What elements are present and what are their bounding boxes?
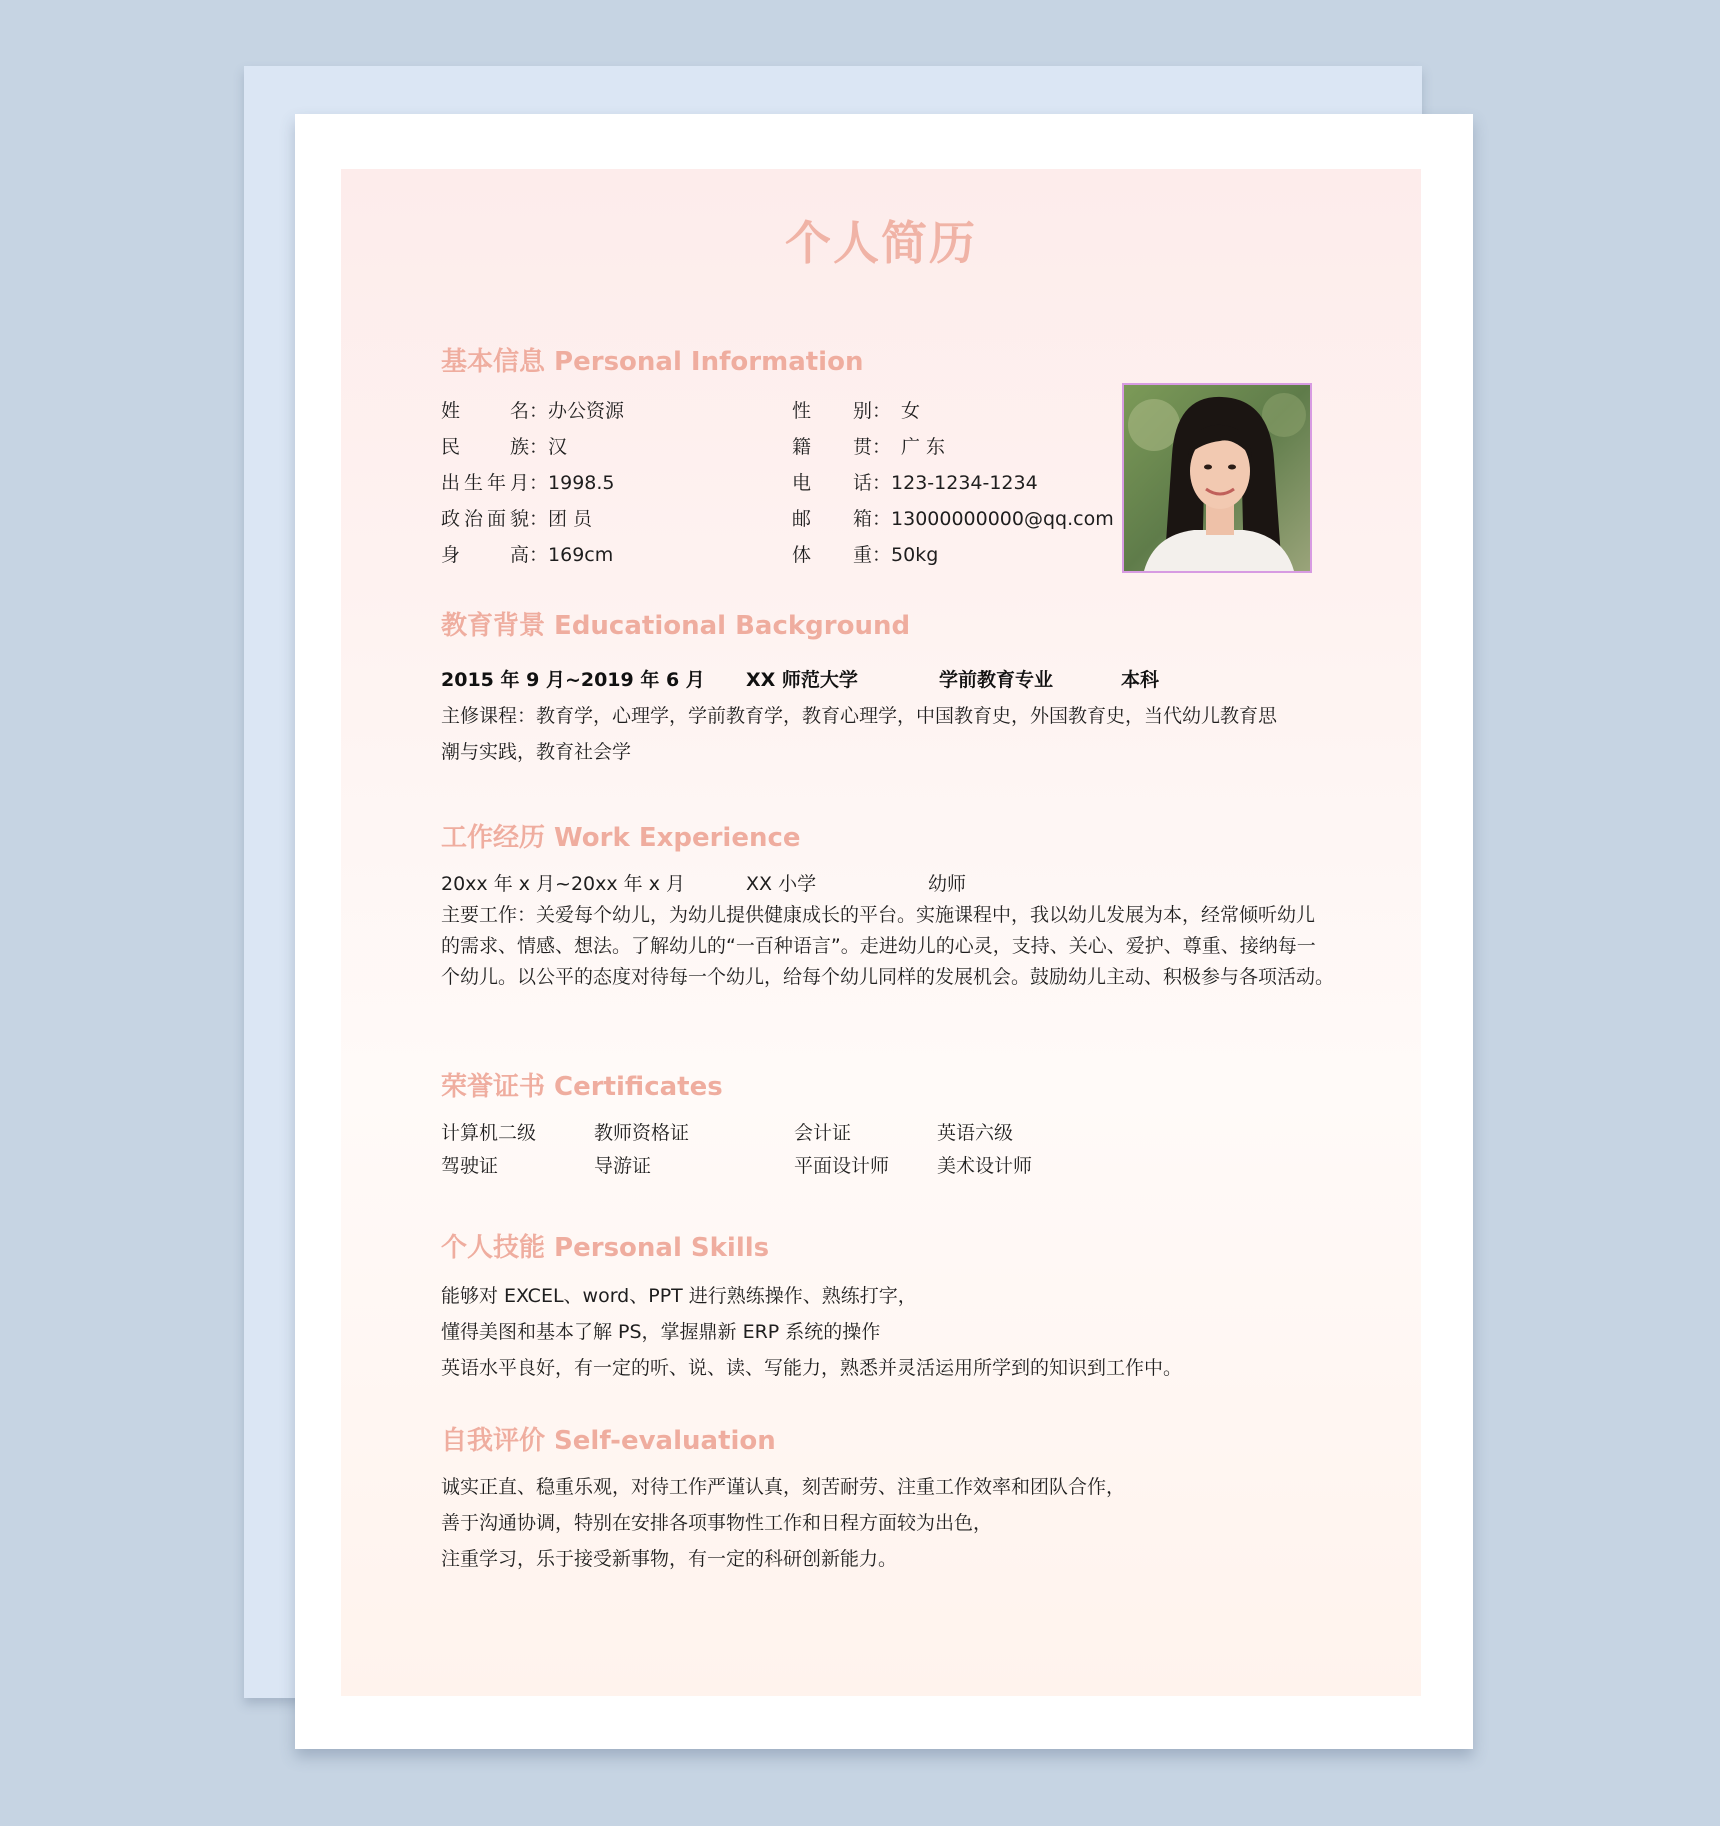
basic-row-ethnicity [441, 432, 567, 459]
resume-sheet [295, 114, 1473, 1749]
work-desc-line-3: 个幼儿。以公平的态度对待每一个幼儿，给每个幼儿同样的发展机会。鼓励幼儿主动、积极参与各项活动。 [441, 966, 1335, 988]
cert-item: 英语六级 [937, 1122, 1014, 1144]
field-label: 体重 [792, 544, 872, 566]
cert-item: 会计证 [794, 1122, 852, 1144]
field-sep: ： [872, 436, 892, 458]
self-eval-line-3: 注重学习，乐于接受新事物，有一定的科研创新能力。 [441, 1548, 898, 1570]
work-company: XX 小学 [746, 873, 817, 895]
section-heading-basic: 基本信息 Personal Information [441, 347, 864, 377]
field-value: 办公资源 [548, 400, 625, 422]
field-value: 广 东 [901, 436, 946, 458]
edu-period: 2015 年 9 月~2019 年 6 月 [441, 669, 705, 691]
resume-panel [341, 169, 1421, 1696]
field-sep: ： [872, 544, 892, 566]
field-label: 籍贯 [792, 436, 872, 458]
basic-row-weight [792, 540, 938, 567]
basic-row-name [441, 396, 624, 423]
basic-row-birth [441, 468, 615, 495]
work-period: 20xx 年 x 月~20xx 年 x 月 [441, 873, 685, 895]
field-value: 13000000000@qq.com [891, 508, 1114, 530]
field-sep: ： [529, 400, 549, 422]
section-heading-skills: 个人技能 Personal Skills [441, 1233, 770, 1263]
work-desc-line-1: 主要工作：关爱每个幼儿，为幼儿提供健康成长的平台。实施课程中，我以幼儿发展为本，经常倾听幼儿 [441, 904, 1316, 926]
basic-row-email [792, 504, 1114, 531]
field-label: 民族 [441, 436, 529, 458]
field-sep: ： [529, 472, 549, 494]
profile-photo [1122, 383, 1312, 573]
edu-degree: 本科 [1121, 669, 1160, 691]
cert-item: 计算机二级 [441, 1122, 537, 1144]
field-value: 汉 [548, 436, 568, 458]
basic-row-political [441, 504, 592, 531]
field-value: 169cm [548, 544, 614, 566]
field-label: 出生年月 [441, 472, 529, 494]
field-value: 123-1234-1234 [891, 472, 1038, 494]
field-sep: ： [872, 508, 892, 530]
self-eval-line-1: 诚实正直、稳重乐观，对待工作严谨认真，刻苦耐劳、注重工作效率和团队合作， [441, 1476, 1126, 1498]
field-sep: ： [529, 508, 549, 530]
field-label: 身高 [441, 544, 529, 566]
cert-item: 教师资格证 [594, 1122, 690, 1144]
field-value: 1998.5 [548, 472, 615, 494]
edu-courses-line-2: 潮与实践，教育社会学 [441, 741, 632, 763]
work-desc-line-2: 的需求、情感、想法。了解幼儿的“一百种语言”。走进幼儿的心灵，支持、关心、爱护、尊重、接纳每一 [441, 935, 1316, 957]
field-sep: ： [872, 400, 892, 422]
field-value: 50kg [891, 544, 939, 566]
section-heading-work: 工作经历 Work Experience [441, 823, 801, 853]
skill-line-2: 懂得美图和基本了解 PS，掌握鼎新 ERP 系统的操作 [441, 1321, 881, 1343]
cert-item: 平面设计师 [794, 1155, 890, 1177]
edu-school: XX 师范大学 [746, 669, 858, 691]
skill-line-3: 英语水平良好，有一定的听、说、读、写能力，熟悉并灵活运用所学到的知识到工作中。 [441, 1357, 1183, 1379]
resume-title: 个人简历 [785, 216, 977, 270]
section-heading-self: 自我评价 Self-evaluation [441, 1426, 776, 1456]
work-role: 幼师 [928, 873, 967, 895]
section-heading-certs: 荣誉证书 Certificates [441, 1072, 723, 1102]
field-label: 电话 [792, 472, 872, 494]
basic-row-gender [792, 396, 920, 423]
basic-row-phone [792, 468, 1038, 495]
cert-item: 美术设计师 [937, 1155, 1033, 1177]
field-label: 姓名 [441, 400, 529, 422]
self-eval-line-2: 善于沟通协调，特别在安排各项事物性工作和日程方面较为出色， [441, 1512, 993, 1534]
field-label: 性别 [792, 400, 872, 422]
field-value: 女 [901, 400, 921, 422]
cert-item: 导游证 [594, 1155, 652, 1177]
field-sep: ： [529, 436, 549, 458]
field-sep: ： [872, 472, 892, 494]
edu-major: 学前教育专业 [939, 669, 1054, 691]
section-heading-education: 教育背景 Educational Background [441, 611, 911, 641]
field-sep: ： [529, 544, 549, 566]
cert-item: 驾驶证 [441, 1155, 499, 1177]
basic-row-height [441, 540, 613, 567]
field-label: 邮箱 [792, 508, 872, 530]
edu-courses-line-1: 主修课程：教育学，心理学，学前教育学，教育心理学，中国教育史，外国教育史，当代幼儿教育思 [441, 705, 1278, 727]
skill-line-1: 能够对 EXCEL、word、PPT 进行熟练操作、熟练打字， [441, 1285, 917, 1307]
field-value: 团 员 [548, 508, 593, 530]
profile-photo-image [1124, 385, 1310, 571]
basic-row-hometown [792, 432, 945, 459]
field-label: 政治面貌 [441, 508, 529, 530]
